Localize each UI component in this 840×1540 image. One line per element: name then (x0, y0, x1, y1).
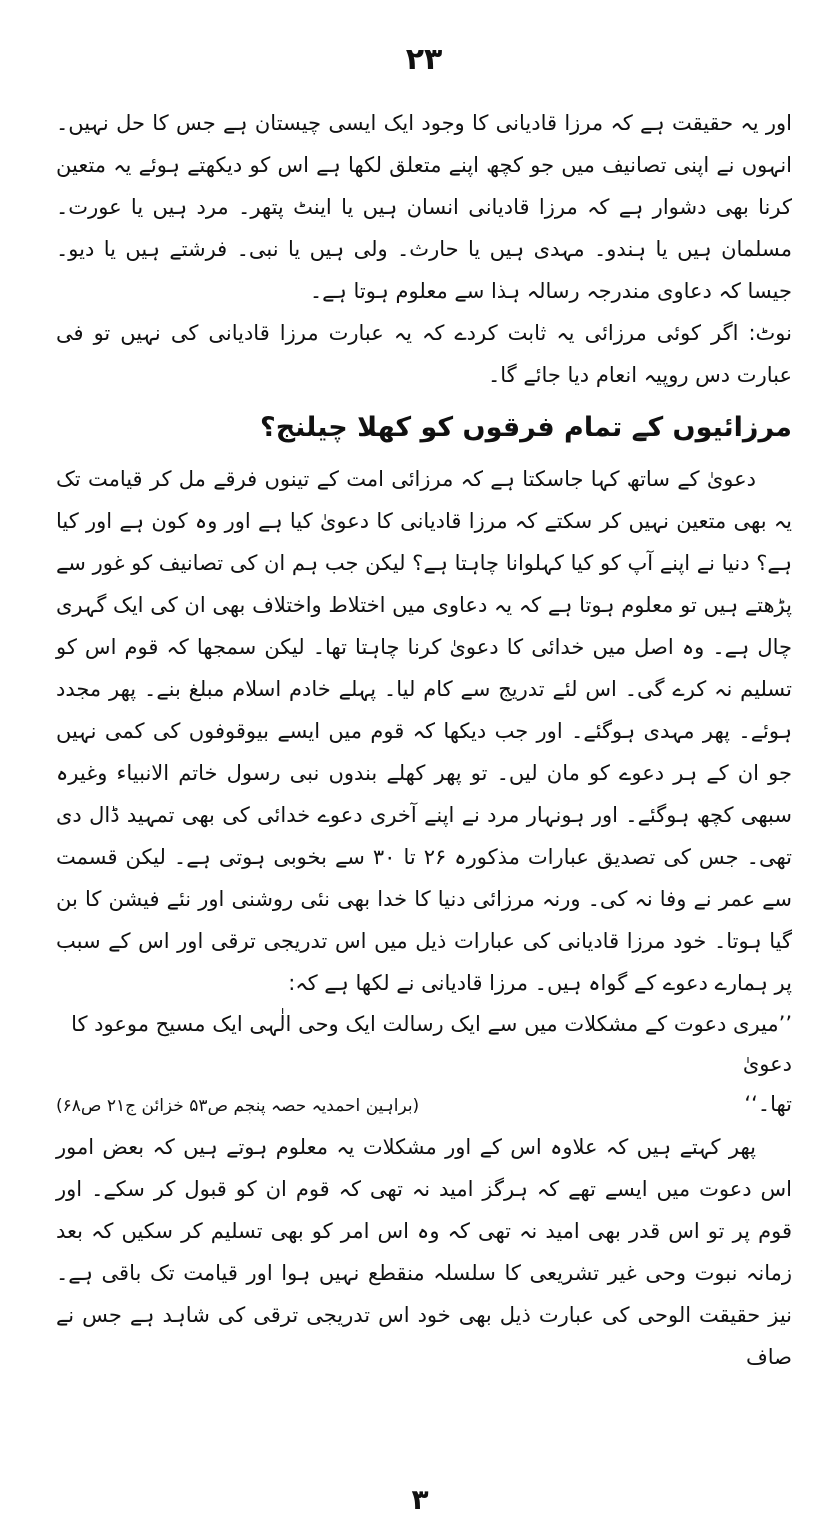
section-heading: مرزائیوں کے تمام فرقوں کو کھلا چیلنج؟ (260, 412, 792, 443)
page-number-top: ۲۳ (405, 42, 443, 77)
section-intro (56, 102, 792, 396)
quote-end-row (56, 1084, 792, 1126)
reward-note: نوٹ: اگر کوئی مرزائی یہ ثابت کردے کہ یہ عبارت مرزا قادیانی کی نہیں تو فی عبارت دس روپیہ انعام دیا جائے گا۔ (56, 321, 792, 387)
continuation-paragraph: پھر کہتے ہیں کہ علاوہ اس کے اور مشکلات یہ معلوم ہوتے ہیں کہ بعض امور اس دعوت میں ایسے تھے کہ ہرگز امید نہ تھی کہ قوم ان کو قبول کر سکے۔ اور قوم پر تو اس قدر بھی امید نہ تھی کہ وہ اس امر کو بھی تسلیم کر سکیں کہ بعد زمانہ نبوت وحی غیر تشریعی کا سلسلہ منقطع نہیں ہوا اور قیامت تک باقی ہے۔ نیز حقیقت الوحی کی عبارت ذیل بھی خود اس تدریجی ترقی کی شاہد ہے جس نے صاف (56, 1135, 792, 1369)
challenge-paragraph: دعویٰ کے ساتھ کہا جاسکتا ہے کہ مرزائی امت کے تینوں فرقے مل کر قیامت تک یہ بھی متعین نہیں کر سکتے کہ مرزا قادیانی کا دعویٰ کیا ہے اور وہ کون ہے اور کیا ہے؟ دنیا نے اپنے آپ کو کیا کہلوانا چاہتا ہے؟ لیکن جب ہم ان کی تصانیف کو غور سے پڑھتے ہیں تو معلوم ہوتا ہے کہ یہ دعاوی میں اختلاط واختلاف بھی ان کی ایک گہری چال ہے۔ وہ اصل میں خدائی کا دعویٰ کرنا چاہتا تھا۔ لیکن سمجھا کہ قوم اس کو تسلیم نہ کرے گی۔ اس لئے تدریج سے کام لیا۔ پہلے خادم اسلام مبلغ بنے۔ پھر مجدد ہوئے۔ پھر مہدی ہوگئے۔ اور جب دیکھا کہ قوم میں ایسے بیوقوفوں کی کمی نہیں جو ان کے ہر دعوے کو مان لیں۔ تو پھر کھلے بندوں نبی رسول خاتم الانبیاء وغیرہ سبھی کچھ ہوگئے۔ اور ہونہار مرد نے اپنے آخری دعوے خدائی کی بھی تمہید ڈال دی تھی۔ جس کی تصدیق عبارات مذکورہ ۲۶ تا ۳۰ سے بخوبی ہوتی ہے۔ لیکن قسمت سے عمر نے وفا نہ کی۔ ورنہ مرزائی دنیا کا خدا بھی نئی روشنی اور نئے فیشن کا بن گیا ہوتا۔ خود مرزا قادیانی کی عبارات ذیل میں اس تدریجی ترقی اور اس کے سبب پر ہمارے دعوے کے گواہ ہیں۔ مرزا قادیانی نے لکھا ہے کہ: (56, 467, 792, 995)
intro-paragraph: اور یہ حقیقت ہے کہ مرزا قادیانی کا وجود ایک ایسی چیستان ہے جس کا حل نہیں۔ انہوں نے اپنی تصانیف میں جو کچھ اپنے متعلق لکھا ہے اس کو دیکھتے ہوئے یہ متعین کرنا بھی دشوار ہے کہ مرزا قادیانی انسان ہیں یا اینٹ پتھر۔ مرد ہیں یا عورت۔ مسلمان ہیں یا ہندو۔ مہدی ہیں یا حارث۔ ولی ہیں یا نبی۔ فرشتے ہیں یا دیو۔ جیسا کہ دعاوی مندرجہ رسالہ ہذا سے معلوم ہوتا ہے۔ (56, 111, 792, 303)
page-number-bottom: ۳ (411, 1483, 429, 1516)
quote-line: ’’میری دعوت کے مشکلات میں سے ایک رسالت ایک وحی الٰہی ایک مسیح موعود کا دعویٰ (71, 1012, 792, 1076)
section-challenge (56, 458, 792, 1378)
citation-reference: (براہین احمدیہ حصہ پنجم ص۵۳ خزائن ج۲۱ ص۶۸) (56, 1096, 420, 1116)
quote-end: تھا۔‘‘ (744, 1092, 792, 1116)
